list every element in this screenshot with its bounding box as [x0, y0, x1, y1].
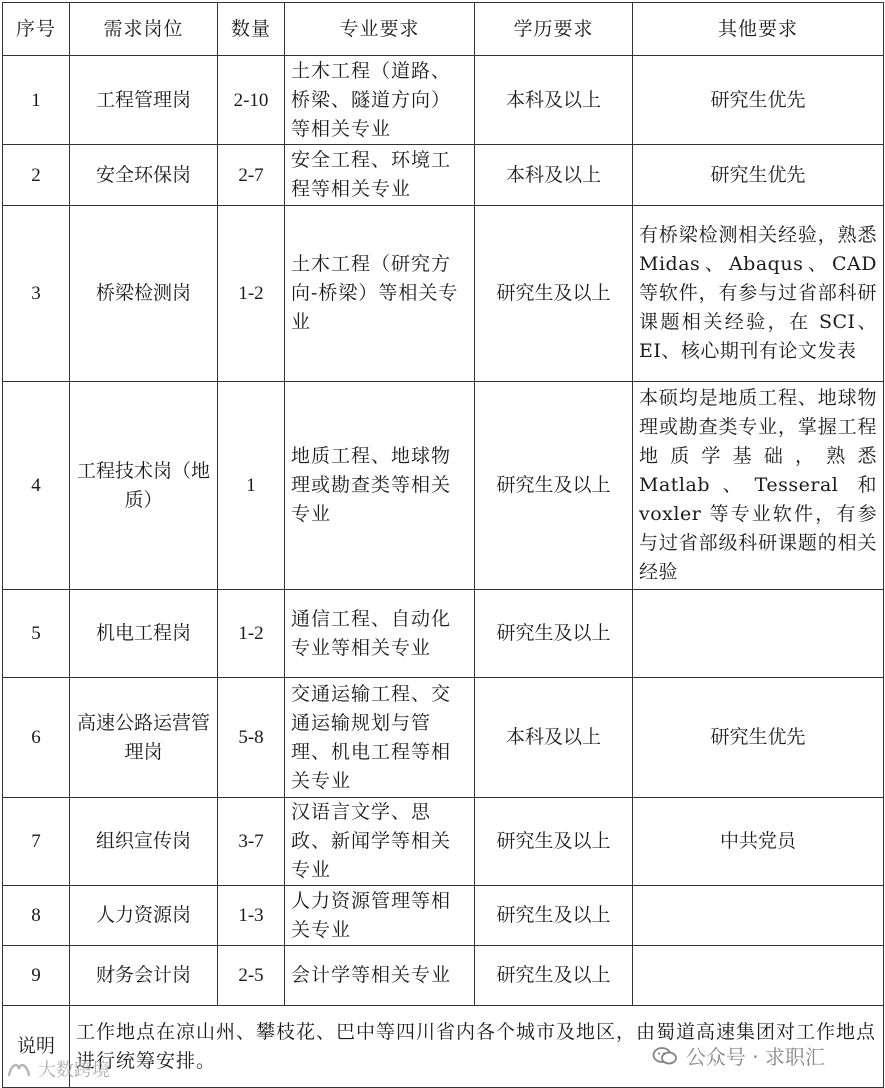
- row-other: [633, 886, 884, 946]
- table-row: [3, 886, 884, 946]
- row-no: 2: [3, 145, 70, 206]
- row-major: 通信工程、自动化专业等相关专业: [285, 590, 475, 678]
- row-other: [633, 590, 884, 678]
- row-no: 7: [3, 798, 70, 886]
- header-post: 需求岗位: [70, 3, 218, 56]
- table-row: [3, 590, 884, 678]
- row-post: 组织宣传岗: [70, 798, 218, 886]
- watermark-left-text: 大数跨境: [38, 1060, 110, 1081]
- table-row: [3, 798, 884, 886]
- row-edu: 研究生及以上: [475, 382, 633, 590]
- header-row: [3, 3, 884, 56]
- row-post: 桥梁检测岗: [70, 206, 218, 382]
- row-edu: 本科及以上: [475, 678, 633, 798]
- row-post: 安全环保岗: [70, 145, 218, 206]
- row-qty: 1: [218, 382, 285, 590]
- row-no: 9: [3, 946, 70, 1006]
- row-qty: 1-3: [218, 886, 285, 946]
- table-row: [3, 206, 884, 382]
- row-major: 交通运输工程、交通运输规划与管理、机电工程等相关专业: [285, 678, 475, 798]
- row-qty: 2-5: [218, 946, 285, 1006]
- row-no: 5: [3, 590, 70, 678]
- row-post: 财务会计岗: [70, 946, 218, 1006]
- wechat-icon: [652, 1046, 678, 1066]
- row-edu: 研究生及以上: [475, 946, 633, 1006]
- row-other: 本硕均是地质工程、地球物理或勘查类专业，掌握工程地质学基础，熟悉 Matlab、Tesseral 和 voxler 等专业软件，有参与过省部级科研课题的相关经验: [633, 382, 884, 590]
- row-other: 中共党员: [633, 798, 884, 886]
- row-major: 土木工程（研究方向-桥梁）等相关专业: [285, 206, 475, 382]
- row-qty: 1-2: [218, 590, 285, 678]
- row-other: [633, 946, 884, 1006]
- note-text: 工作地点在凉山州、攀枝花、巴中等四川省内各个城市及地区，由蜀道高速集团对工作地点进行统筹安排。: [70, 1006, 884, 1088]
- table-row: [3, 145, 884, 206]
- header-qty: 数量: [218, 3, 285, 56]
- row-major: 安全工程、环境工程等相关专业: [285, 145, 475, 206]
- table-row: [3, 678, 884, 798]
- row-post: 人力资源岗: [70, 886, 218, 946]
- row-other: 有桥梁检测相关经验，熟悉 Midas、Abaqus、CAD 等软件，有参与过省部科研课题相关经验，在 SCI、EI、核心期刊有论文发表: [633, 206, 884, 382]
- table-row: [3, 56, 884, 145]
- row-edu: 研究生及以上: [475, 590, 633, 678]
- watermark-right: [652, 1041, 825, 1070]
- row-no: 1: [3, 56, 70, 145]
- row-no: 4: [3, 382, 70, 590]
- row-major: 地质工程、地球物理或勘查类等相关专业: [285, 382, 475, 590]
- row-post: 工程技术岗（地质）: [70, 382, 218, 590]
- row-edu: 研究生及以上: [475, 798, 633, 886]
- header-edu: 学历要求: [475, 3, 633, 56]
- row-edu: 本科及以上: [475, 56, 633, 145]
- row-other: 研究生优先: [633, 145, 884, 206]
- row-no: 6: [3, 678, 70, 798]
- row-qty: 1-2: [218, 206, 285, 382]
- row-no: 3: [3, 206, 70, 382]
- row-edu: 研究生及以上: [475, 886, 633, 946]
- note-label: 说明: [3, 1006, 70, 1088]
- table-row: [3, 946, 884, 1006]
- row-no: 8: [3, 886, 70, 946]
- row-post: 机电工程岗: [70, 590, 218, 678]
- row-qty: 5-8: [218, 678, 285, 798]
- recruitment-table: [2, 2, 884, 1088]
- row-other: 研究生优先: [633, 56, 884, 145]
- row-qty: 3-7: [218, 798, 285, 886]
- brand-logo-icon: [6, 1059, 32, 1079]
- row-other: 研究生优先: [633, 678, 884, 798]
- row-major: 人力资源管理等相关专业: [285, 886, 475, 946]
- header-other: 其他要求: [633, 3, 884, 56]
- row-qty: 2-10: [218, 56, 285, 145]
- row-post: 高速公路运营管理岗: [70, 678, 218, 798]
- header-no: 序号: [3, 3, 70, 56]
- row-edu: 本科及以上: [475, 145, 633, 206]
- watermark-left: [6, 1056, 110, 1082]
- row-major: 土木工程（道路、桥梁、隧道方向）等相关专业: [285, 56, 475, 145]
- row-qty: 2-7: [218, 145, 285, 206]
- row-post: 工程管理岗: [70, 56, 218, 145]
- table-row: [3, 382, 884, 590]
- row-major: 会计学等相关专业: [285, 946, 475, 1006]
- row-edu: 研究生及以上: [475, 206, 633, 382]
- header-major: 专业要求: [285, 3, 475, 56]
- row-major: 汉语言文学、思政、新闻学等相关专业: [285, 798, 475, 886]
- watermark-right-text: 公众号 · 求职汇: [685, 1045, 825, 1069]
